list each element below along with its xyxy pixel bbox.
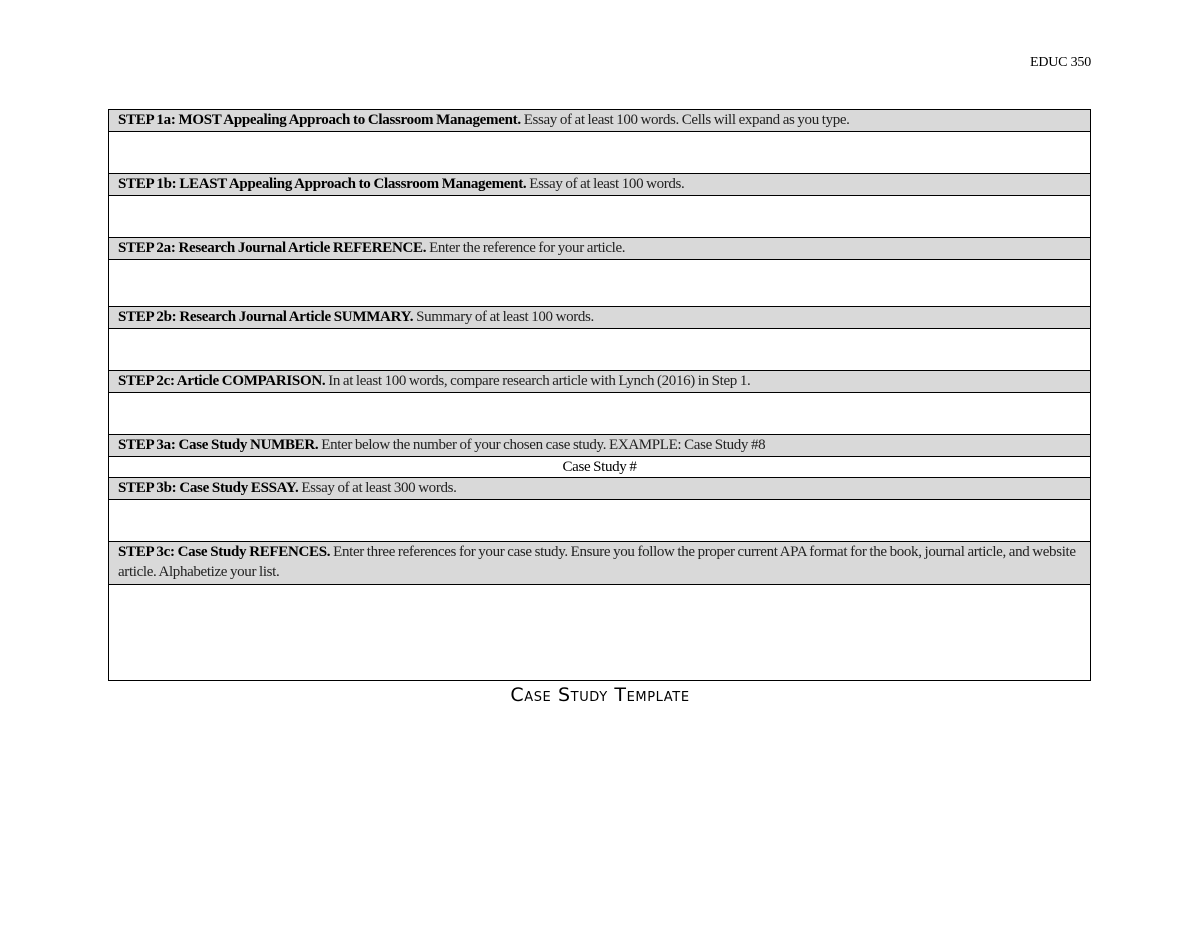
step-2b-answer-row [109,329,1091,371]
step-1a-answer-row [109,132,1091,174]
step-3a-answer-row [109,457,1091,478]
step-3b-row [109,478,1091,500]
step-3a-row [109,435,1091,457]
step-3c-row [109,542,1091,585]
step-1b-answer-cell[interactable] [109,196,1091,238]
step-3b-answer-row [109,500,1091,542]
step-2c-cell [109,371,1091,393]
step-3a-cell [109,435,1091,457]
case-study-number-cell[interactable]: Case Study # [109,457,1091,478]
step-description: Essay of at least 100 words. Cells will expand as you type. [520,112,850,128]
step-description: Enter three references for your case study. Ensure you follow the proper current APA format for the book, journal article, and website article. Alphabetize your list. [118,544,1076,580]
step-1a-answer-cell[interactable] [109,132,1091,174]
step-label: STEP 3a: Case Study NUMBER. [118,437,319,453]
case-study-table [108,109,1091,681]
step-2b-cell [109,307,1091,329]
step-1a-cell [109,110,1091,132]
step-2a-answer-row [109,260,1091,307]
step-3b-answer-cell[interactable] [109,500,1091,542]
step-3c-answer-cell[interactable] [109,585,1091,681]
step-2c-answer-cell[interactable] [109,393,1091,435]
course-code: EDUC 350 [1029,55,1091,70]
step-label: STEP 2c: Article COMPARISON. [118,373,326,389]
step-description: Essay of at least 300 words. [298,480,457,496]
step-1b-answer-row [109,196,1091,238]
step-label: STEP 3c: Case Study REFENCES. [118,544,331,560]
step-description: Enter the reference for your article. [426,240,626,256]
step-label: STEP 1a: MOST Appealing Approach to Classroom Management. [118,112,521,128]
step-1b-cell [109,174,1091,196]
step-description: Essay of at least 100 words. [526,176,685,192]
step-2b-answer-cell[interactable] [109,329,1091,371]
step-1a-row [109,110,1091,132]
step-3c-cell [109,542,1091,585]
step-description: Summary of at least 100 words. [413,309,594,325]
step-description: In at least 100 words, compare research article with Lynch (2016) in Step 1. [325,373,751,389]
step-1b-row [109,174,1091,196]
step-2a-answer-cell[interactable] [109,260,1091,307]
page-title: Case Study Template [510,684,690,706]
step-2c-row [109,371,1091,393]
step-label: STEP 2b: Research Journal Article SUMMARY. [118,309,414,325]
step-2b-row [109,307,1091,329]
step-3c-answer-row [109,585,1091,681]
step-description: Enter below the number of your chosen case study. EXAMPLE: Case Study #8 [318,437,766,453]
step-label: STEP 3b: Case Study ESSAY. [118,480,299,496]
step-2a-cell [109,238,1091,260]
step-label: STEP 1b: LEAST Appealing Approach to Classroom Management. [118,176,527,192]
step-2c-answer-row [109,393,1091,435]
step-3b-cell [109,478,1091,500]
step-2a-row [109,238,1091,260]
step-label: STEP 2a: Research Journal Article REFERENCE. [118,240,427,256]
